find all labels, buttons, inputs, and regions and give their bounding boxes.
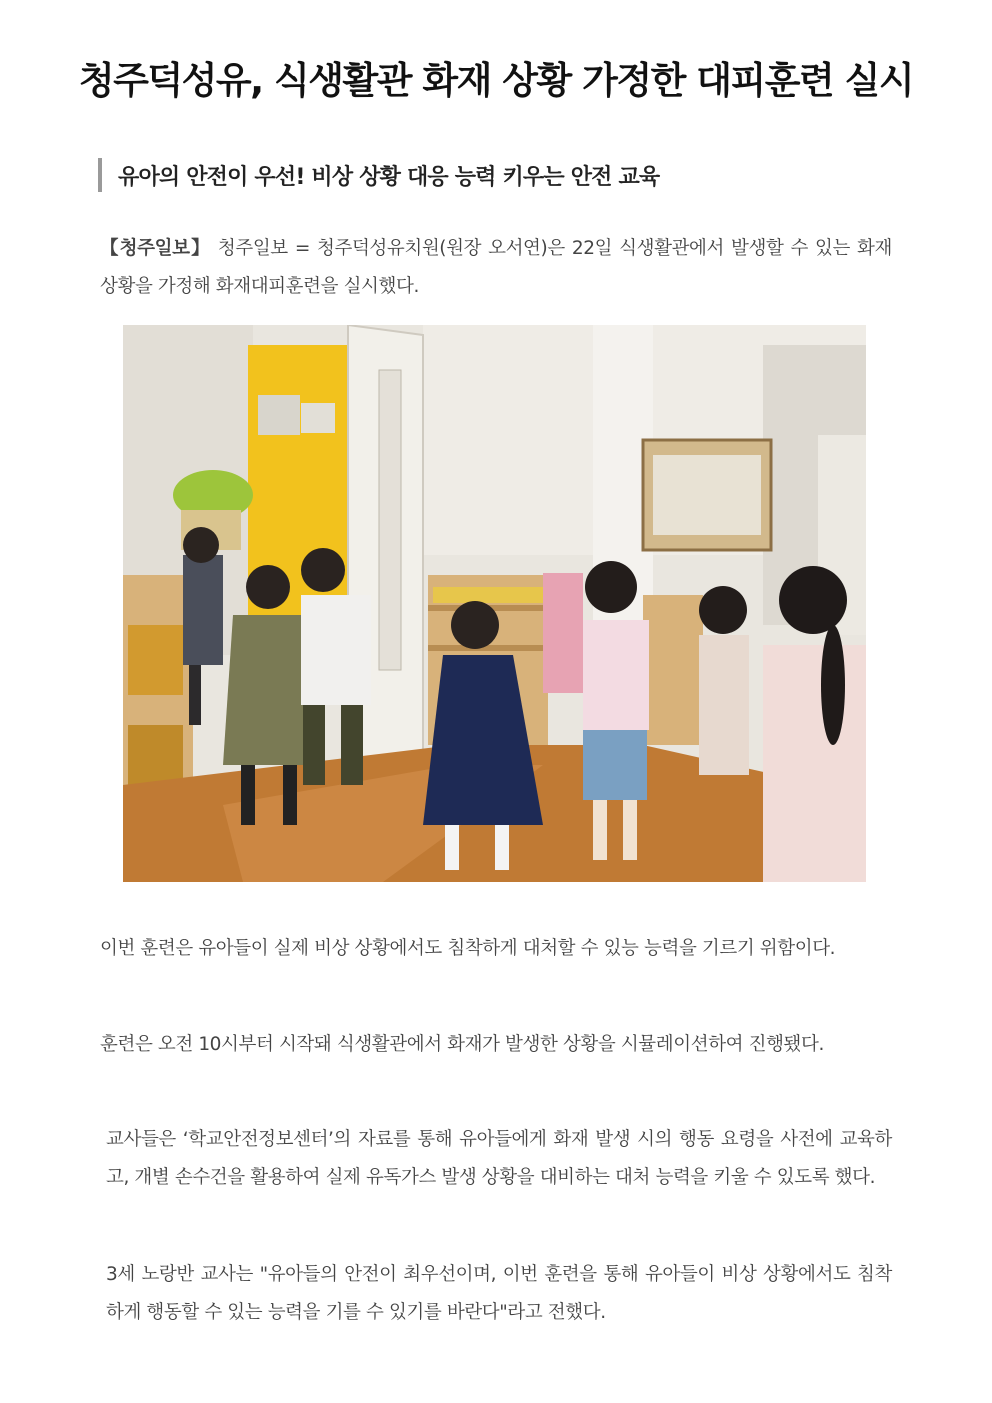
article-subheadline [98,158,659,192]
body-paragraph: 교사들은 ‘학교안전정보센터’의 자료를 통해 유아들에게 화재 발생 시의 행동 요령을 사전에 교육하고, 개별 손수건을 활용하여 실제 유독가스 발생 상황을 대비하는 대처 능력을 키울 수 있도록 했다. [106,1129,892,1188]
source-tag: 【청주일보】 [100,238,211,259]
lead-paragraph [100,230,892,306]
body-paragraph: 훈련은 오전 10시부터 시작돼 식생활관에서 화재가 발생한 상황을 시뮬레이션하여 진행됐다. [100,1034,824,1055]
subheadline-text: 유아의 안전이 우선! 비상 상황 대응 능력 키우는 안전 교육 [118,164,660,190]
article-photo [123,325,866,882]
lead-text: 청주일보 = 청주덕성유치원(원장 오서연)은 22일 식생활관에서 발생할 수 있는 화재 상황을 가정해 화재대피훈련을 실시했다. [100,238,892,297]
body-paragraph: 이번 훈련은 유아들이 실제 비상 상황에서도 침착하게 대처할 수 있능 능력을 기르기 위함이다. [100,938,836,959]
article-headline: 청주덕성유, 식생활관 화재 상황 가정한 대피훈련 실시 [78,59,914,102]
body-paragraph: 3세 노랑반 교사는 "유아들의 안전이 최우선이며, 이번 훈련을 통해 유아들이 비상 상황에서도 침착하게 행동할 수 있는 능력을 기를 수 있기를 바란다"라고 전했다. [106,1264,892,1323]
